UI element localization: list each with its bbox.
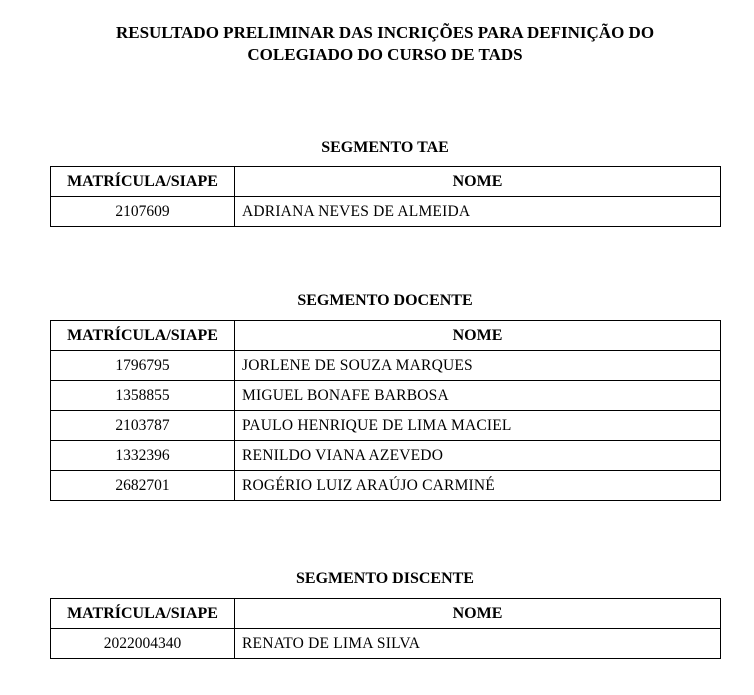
- table-row: [51, 381, 721, 411]
- nome-cell: RENILDO VIANA AZEVEDO: [235, 441, 721, 471]
- nome-cell: RENATO DE LIMA SILVA: [235, 629, 721, 659]
- table-row: [51, 351, 721, 381]
- table-header-row: [51, 599, 721, 629]
- table-row: [51, 629, 721, 659]
- matricula-cell: 2103787: [51, 411, 235, 441]
- document-title-line-2: COLEGIADO DO CURSO DE TADS: [247, 45, 523, 64]
- nome-cell: JORLENE DE SOUZA MARQUES: [235, 351, 721, 381]
- column-header-nome: NOME: [235, 321, 721, 351]
- segment-heading-tae: SEGMENTO TAE: [321, 139, 449, 156]
- nome-cell: PAULO HENRIQUE DE LIMA MACIEL: [235, 411, 721, 441]
- matricula-cell: 2022004340: [51, 629, 235, 659]
- document-title-line-1: RESULTADO PRELIMINAR DAS INCRIÇÕES PARA DEFINIÇÃO DO: [115, 23, 655, 42]
- nome-cell: ROGÉRIO LUIZ ARAÚJO CARMINÉ: [235, 471, 721, 501]
- column-header-matricula: MATRÍCULA/SIAPE: [51, 599, 235, 629]
- column-header-nome: NOME: [235, 167, 721, 197]
- document-title: [0, 22, 754, 66]
- column-header-matricula: MATRÍCULA/SIAPE: [51, 321, 235, 351]
- table-row: [51, 471, 721, 501]
- column-header-matricula: MATRÍCULA/SIAPE: [51, 167, 235, 197]
- table-header-row: [51, 321, 721, 351]
- segment-heading-discente: SEGMENTO DISCENTE: [296, 570, 474, 587]
- table-row: [51, 441, 721, 471]
- matricula-cell: 1358855: [51, 381, 235, 411]
- segment-heading-docente: SEGMENTO DOCENTE: [297, 292, 473, 309]
- matricula-cell: 2107609: [51, 197, 235, 227]
- column-header-nome: NOME: [235, 599, 721, 629]
- segment-table-tae: [50, 166, 721, 227]
- table-row: [51, 197, 721, 227]
- segment-table-docente: [50, 320, 721, 501]
- nome-cell: ADRIANA NEVES DE ALMEIDA: [235, 197, 721, 227]
- matricula-cell: 1796795: [51, 351, 235, 381]
- table-header-row: [51, 167, 721, 197]
- table-row: [51, 411, 721, 441]
- nome-cell: MIGUEL BONAFE BARBOSA: [235, 381, 721, 411]
- matricula-cell: 2682701: [51, 471, 235, 501]
- segment-table-discente: [50, 598, 721, 659]
- matricula-cell: 1332396: [51, 441, 235, 471]
